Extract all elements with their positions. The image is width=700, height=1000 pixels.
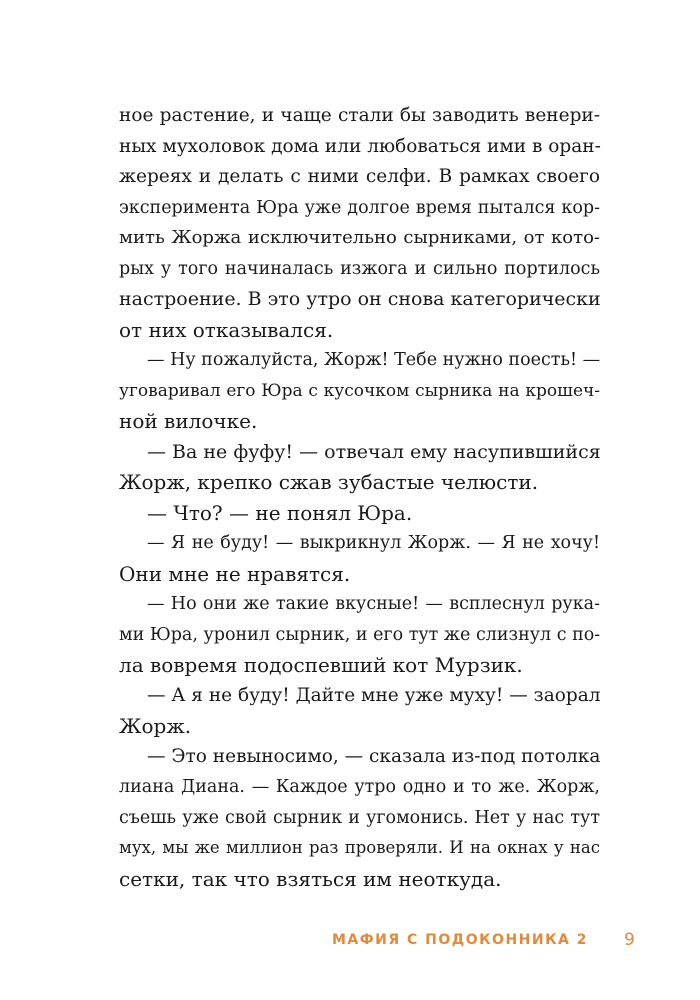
text-line: — А я не буду! Дайте мне уже муху! — заорал xyxy=(147,684,601,706)
text-line: съешь уже свой сырник и угомонись. Нет у нас тут xyxy=(119,807,600,828)
text-line: настроение. В это утро он снова категорически xyxy=(119,288,601,310)
text-line: — Это невыносимо, — сказала из-под потолка xyxy=(147,745,601,767)
text-line: — Ну пожалуйста, Жорж! Тебе нужно поесть! — xyxy=(147,350,601,370)
text-line: мить Жоржа исключительно сырниками, от кото- xyxy=(119,227,600,248)
text-line: — Я не буду! — выкрикнул Жорж. — Я не хочу! xyxy=(147,533,600,553)
text-line: ной вилочке. xyxy=(119,409,258,433)
text-line: Жорж. xyxy=(119,714,192,738)
page-number: 9 xyxy=(624,930,635,950)
text-line: от них отказывался. xyxy=(119,317,334,342)
text-line: ных мухоловок дома или любоваться ими в оран- xyxy=(119,135,601,157)
text-line: рых у того начиналась изжога и сильно портилось xyxy=(119,258,600,279)
text-line: — Ва не фуфу! — отвечал ему насупившийся xyxy=(147,440,601,463)
text-line: Они мне не нравятся. xyxy=(119,561,351,586)
text-line: мух, мы же миллион раз проверяли. И на окнах у нас xyxy=(119,838,600,857)
text-line: жереях и делать с ними селфи. В рамках своего xyxy=(119,166,600,187)
text-line: лиана Диана. — Каждое утро одно и то же. Жорж, xyxy=(119,777,600,797)
body-text xyxy=(119,101,600,894)
text-line: сетки, так что взяться им неоткуда. xyxy=(119,866,502,891)
text-line: ное растение, и чаще стали бы заводить венери- xyxy=(119,105,600,126)
running-title: МАФИЯ С ПОДОКОННИКА 2 xyxy=(331,932,588,948)
text-line: — Но они же такие вкусные! — всплеснул рука- xyxy=(147,594,600,614)
page-footer xyxy=(0,930,700,960)
text-line: Жорж, крепко сжав зубастые челюсти. xyxy=(119,470,539,494)
text-line: ми Юра, уронил сырник, и его тут же слизнул с по- xyxy=(119,624,601,645)
text-line: — Что? — не понял Юра. xyxy=(147,500,413,525)
text-line: уговаривал его Юра с кусочком сырника на крошеч- xyxy=(119,380,600,401)
text-line: эксперимента Юра уже долгое время пытался кор- xyxy=(119,197,600,218)
text-line: ла вовремя подоспевший кот Мурзик. xyxy=(119,653,523,677)
